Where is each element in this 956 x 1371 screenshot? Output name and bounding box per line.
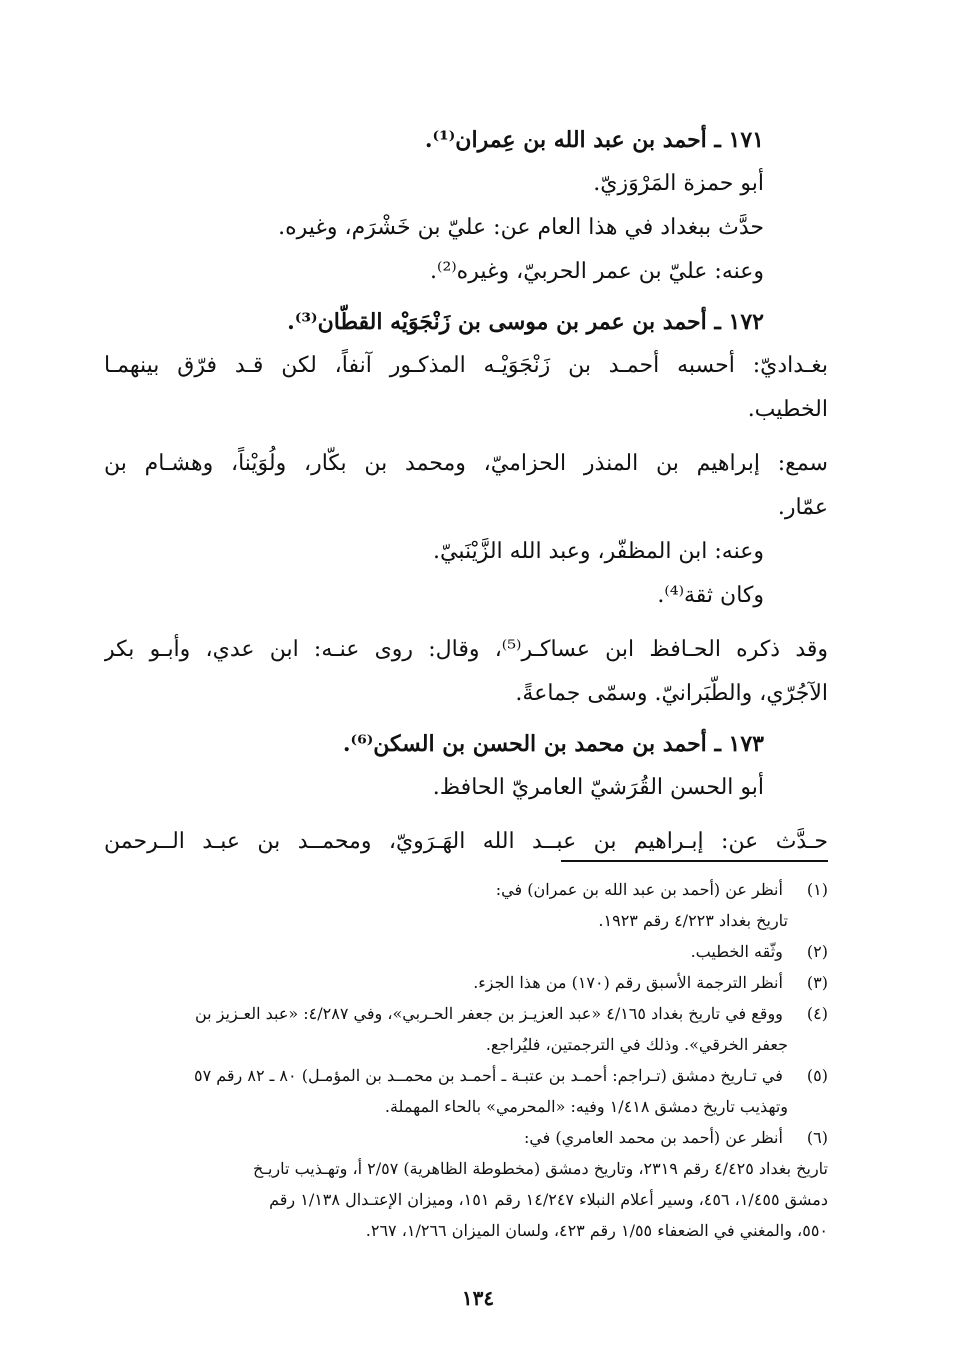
- footnote-6-line3: دمشق ١/٤٥٥، ٤٥٦، وسير أعلام النبلاء ١٤/٢٤٧ رقم ١٥١، وميزان الإعتـدال ١/١٣٨ رقم: [269, 1190, 828, 1209]
- entry-172-para3-line2: الآجُرّي، والطّبَرانيّ. وسمّى جماعةً.: [515, 681, 828, 706]
- footnote-1-number: (١): [806, 880, 828, 899]
- entry-172-trustworthy: وكان ثقة⁽⁴⁾.: [657, 583, 764, 608]
- entry-172-para1-line2: الخطيب.: [747, 397, 828, 422]
- footnote-1-line2: تاريخ بغداد ٤/٢٢٣ رقم ١٩٢٣.: [598, 911, 788, 930]
- footnote-4-number: (٤): [806, 1004, 828, 1023]
- footnote-4-text: ووقع في تاريخ بغداد ٤/١٦٥ «عبد العزيـز بن جعفر الحـربي»، وفي ٤/٢٨٧: «عبد العـزيز بن: [194, 1004, 783, 1023]
- entry-171-students: وعنه: عليّ بن عمر الحربيّ، وغيره⁽²⁾.: [430, 259, 764, 284]
- footnotes: [104, 874, 828, 1246]
- footnote-1-line1: [104, 874, 828, 905]
- entry-172-heading: ١٧٢ ـ أحمد بن عمر بن موسى بن زَنْجَوَيْه القطّان⁽³⁾.: [287, 309, 764, 335]
- footnote-4-line2: جعفر الخرقي». وذلك في الترجمتين، فليُراجع.: [485, 1035, 788, 1054]
- footnote-5-number: (٥): [806, 1066, 828, 1085]
- entry-172-students: وعنه: ابن المظفّر، وعبد الله الزَّيْنَبيّ.: [432, 539, 764, 564]
- footnote-5-line1: [104, 1060, 828, 1091]
- entry-171-kunya: أبو حمزة المَرْوَزيّ.: [593, 171, 764, 196]
- footnote-5-text: في تـاريخ دمشق (تـراجم: أحمـد بن عتبـة ـ أحمـد بن محمــد بن المؤمـل) ٨٠ ـ ٨٢ رقم ٥٧: [193, 1066, 783, 1085]
- footnote-2-line1: [104, 936, 828, 967]
- page-number: ١٣٤: [461, 1286, 495, 1310]
- main-text: [104, 118, 828, 864]
- footnote-2-number: (٢): [806, 942, 828, 961]
- entry-172-para1-line1: بغـداديّ: أحسبه أحمـد بن زَنْجَوَيْـه المذكـور آنفاً، لكن قـد فرّق بينهمـا: [104, 353, 828, 378]
- entry-172-para2-line2: عمّار.: [777, 495, 828, 520]
- entry-173-heading: ١٧٣ ـ أحمد بن محمد بن الحسن بن السكن⁽⁶⁾.: [342, 731, 764, 757]
- footnote-4-line1: [104, 998, 828, 1029]
- footnote-6-line4: ٥٥٠، والمغني في الضعفاء ١/٥٥ رقم ٤٢٣، ولسان الميزان ١/٢٦٦، ٢٦٧.: [365, 1221, 828, 1240]
- footnote-6-line2: تاريخ بغداد ٤/٤٢٥ رقم ٢٣١٩، وتاريخ دمشق (مخطوطة الظاهرية) ٢/٥٧ أ، وتهـذيب تاريـخ: [252, 1159, 828, 1178]
- entry-171-heading: ١٧١ ـ أحمد بن عبد الله بن عِمران⁽¹⁾.: [424, 127, 764, 153]
- footnote-3-number: (٣): [806, 973, 828, 992]
- footnote-1-text: أنظر عن (أحمد بن عبد الله بن عمران) في:: [495, 880, 783, 899]
- footnote-3-text: أنظر الترجمة الأسبق رقم (١٧٠) من هذا الجزء.: [473, 973, 783, 992]
- footnote-5-line2: وتهذيب تاريخ دمشق ١/٤١٨ وفيه: «المحرمي» بالحاء المهملة.: [384, 1097, 788, 1116]
- entry-172-para3-line1: وقد ذكره الحـافظ ابن عساكـر⁽⁵⁾، وقال: روى عنـه: ابن عدي، وأبـو بكر: [104, 637, 828, 662]
- footnote-separator: [561, 860, 828, 862]
- footnote-3-line1: [104, 967, 828, 998]
- footnote-2-text: وثّقه الخطيب.: [690, 942, 783, 961]
- entry-172-para2-line1: سمع: إبراهيم بن المنذر الحزاميّ، ومحمد بن بكّار، ولُوَيْناً، وهشـام بن: [104, 451, 828, 476]
- footnote-6-line1: [104, 1122, 828, 1153]
- entry-173-para1-line1: حـدَّث عن: إبـراهيم بن عبــد الله الهَـرَويّ، ومحمــد بن عبـد الــرحمن: [104, 829, 828, 854]
- entry-171-narrated: حدَّث ببغداد في هذا العام عن: عليّ بن خَشْرَم، وغيره.: [278, 215, 764, 240]
- entry-173-kunya: أبو الحسن القُرَشيّ العامريّ الحافظ.: [432, 775, 764, 800]
- footnote-6-text: أنظر عن (أحمد بن محمد العامري) في:: [523, 1128, 783, 1147]
- footnote-6-number: (٦): [806, 1128, 828, 1147]
